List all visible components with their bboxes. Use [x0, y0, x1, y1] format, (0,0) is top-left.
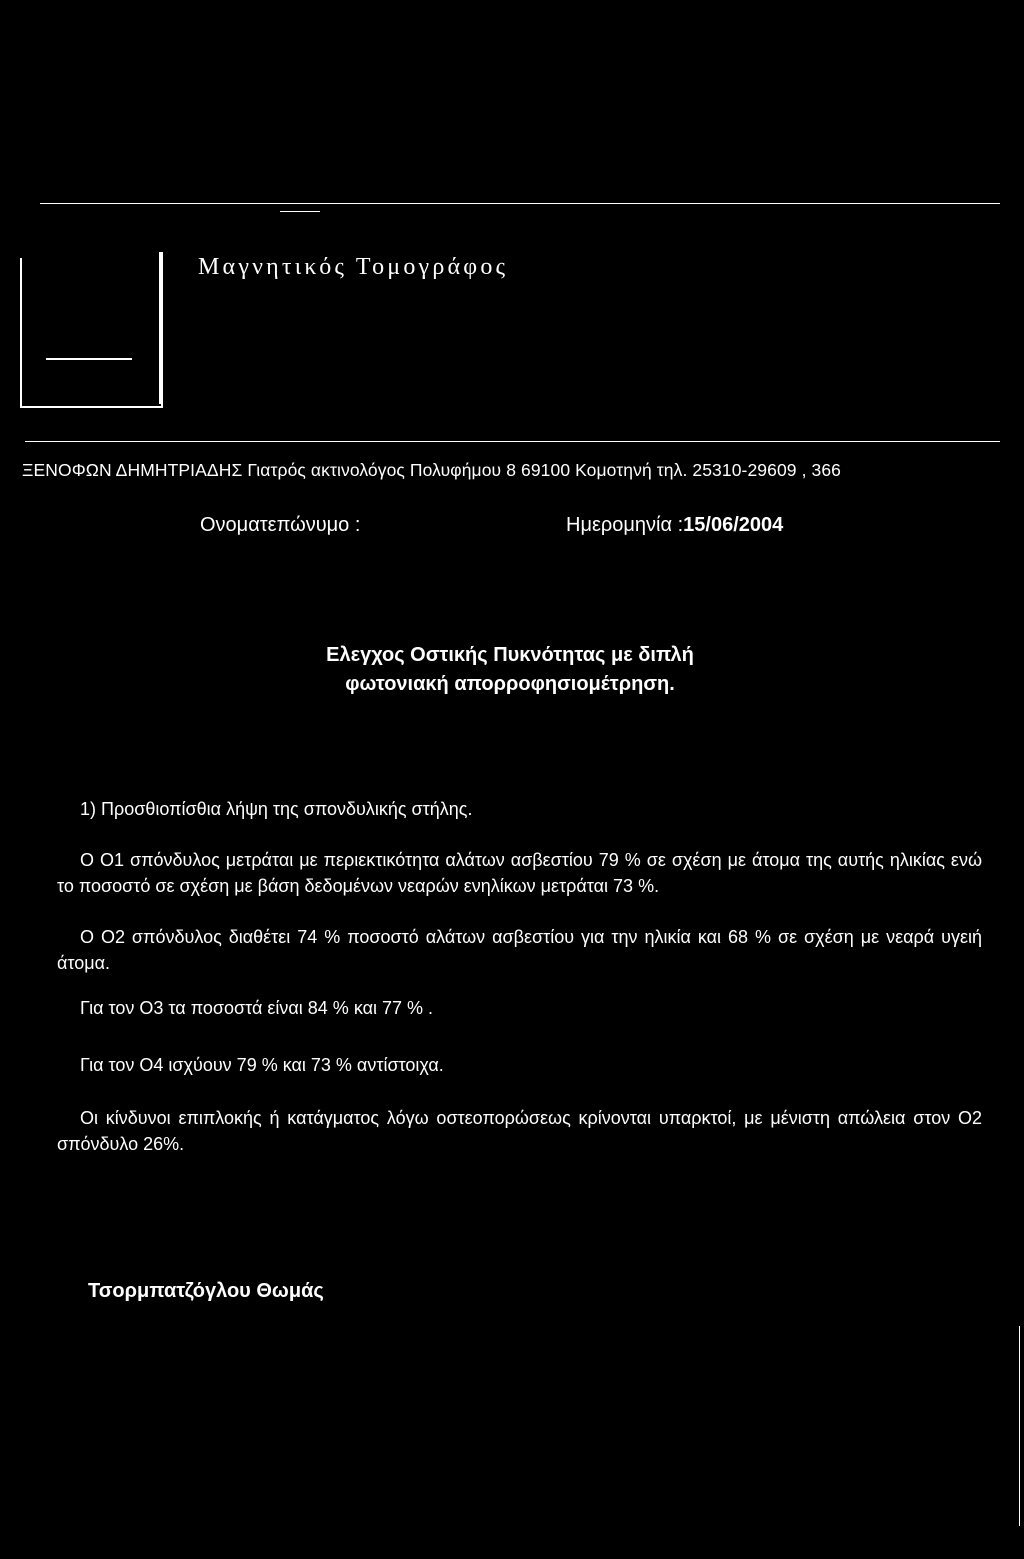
paragraph-o1: Ο Ο1 σπόνδυλος μετράται με περιεκτικότητα αλάτων ασβεστίου 79 % σε σχέση με άτομα της αυτής ηλικίας ενώ το ποσοστό σε σχέση με βάση δεδομένων νεαρών ενηλίκων μετράται 73 %.: [57, 850, 982, 896]
exam-date: [566, 514, 783, 537]
paragraph-o4: Για τον Ο4 ισχύουν 79 % και 73 % αντίστοιχα.: [80, 1055, 444, 1075]
paragraph-o2: Ο Ο2 σπόνδυλος διαθέτει 74 % ποσοστό αλάτων ασβεστίου για την ηλικία και 68 % σε σχέση με νεαρά υγειή άτομα.: [57, 927, 982, 973]
top-rule: [40, 203, 1000, 204]
patient-name-label: Ονοματεπώνυμο :: [200, 514, 361, 536]
letterhead-rule: [25, 441, 1000, 442]
doctor-info-line: ΞΕΝΟΦΩΝ ΔΗΜΗΤΡΙΑΔΗΣ Γιατρός ακτινολόγος Πολυφήμου 8 69100 Κομοτηνή τηλ. 25310-29609 , 366: [22, 460, 842, 480]
exam-title: Ελεγχος Οστικής Πυκνότητας με διπλή φωτονιακή απορροφησιομέτρηση.: [326, 644, 694, 695]
exam-date-label: Ημερομηνία :: [566, 514, 684, 536]
exam-date-value: 15/06/2004: [683, 514, 784, 536]
letterhead-title: Μαγνητικός Τομογράφος: [198, 254, 509, 280]
section-heading: 1) Προσθιοπίσθια λήψη της σπονδυλικής στήλης.: [80, 799, 473, 819]
paragraph-risk: Οι κίνδυνοι επιπλοκής ή κατάγματος λόγω οστεοπορώσεως κρίνονται υπαρκτοί, με μένιστη απώλεια στον Ο2 σπόνδυλο 26%.: [57, 1108, 982, 1154]
logo-dash: [46, 358, 132, 360]
paragraph-o3: Για τον Ο3 τα ποσοστά είναι 84 % και 77 % .: [80, 998, 434, 1018]
logo-bar: [159, 252, 163, 404]
signature-name: Τσορμπατζόγλου Θωμάς: [88, 1280, 324, 1302]
top-rule-short: [280, 211, 320, 212]
logo-box: [20, 258, 163, 408]
edge-line: [1019, 1326, 1020, 1526]
